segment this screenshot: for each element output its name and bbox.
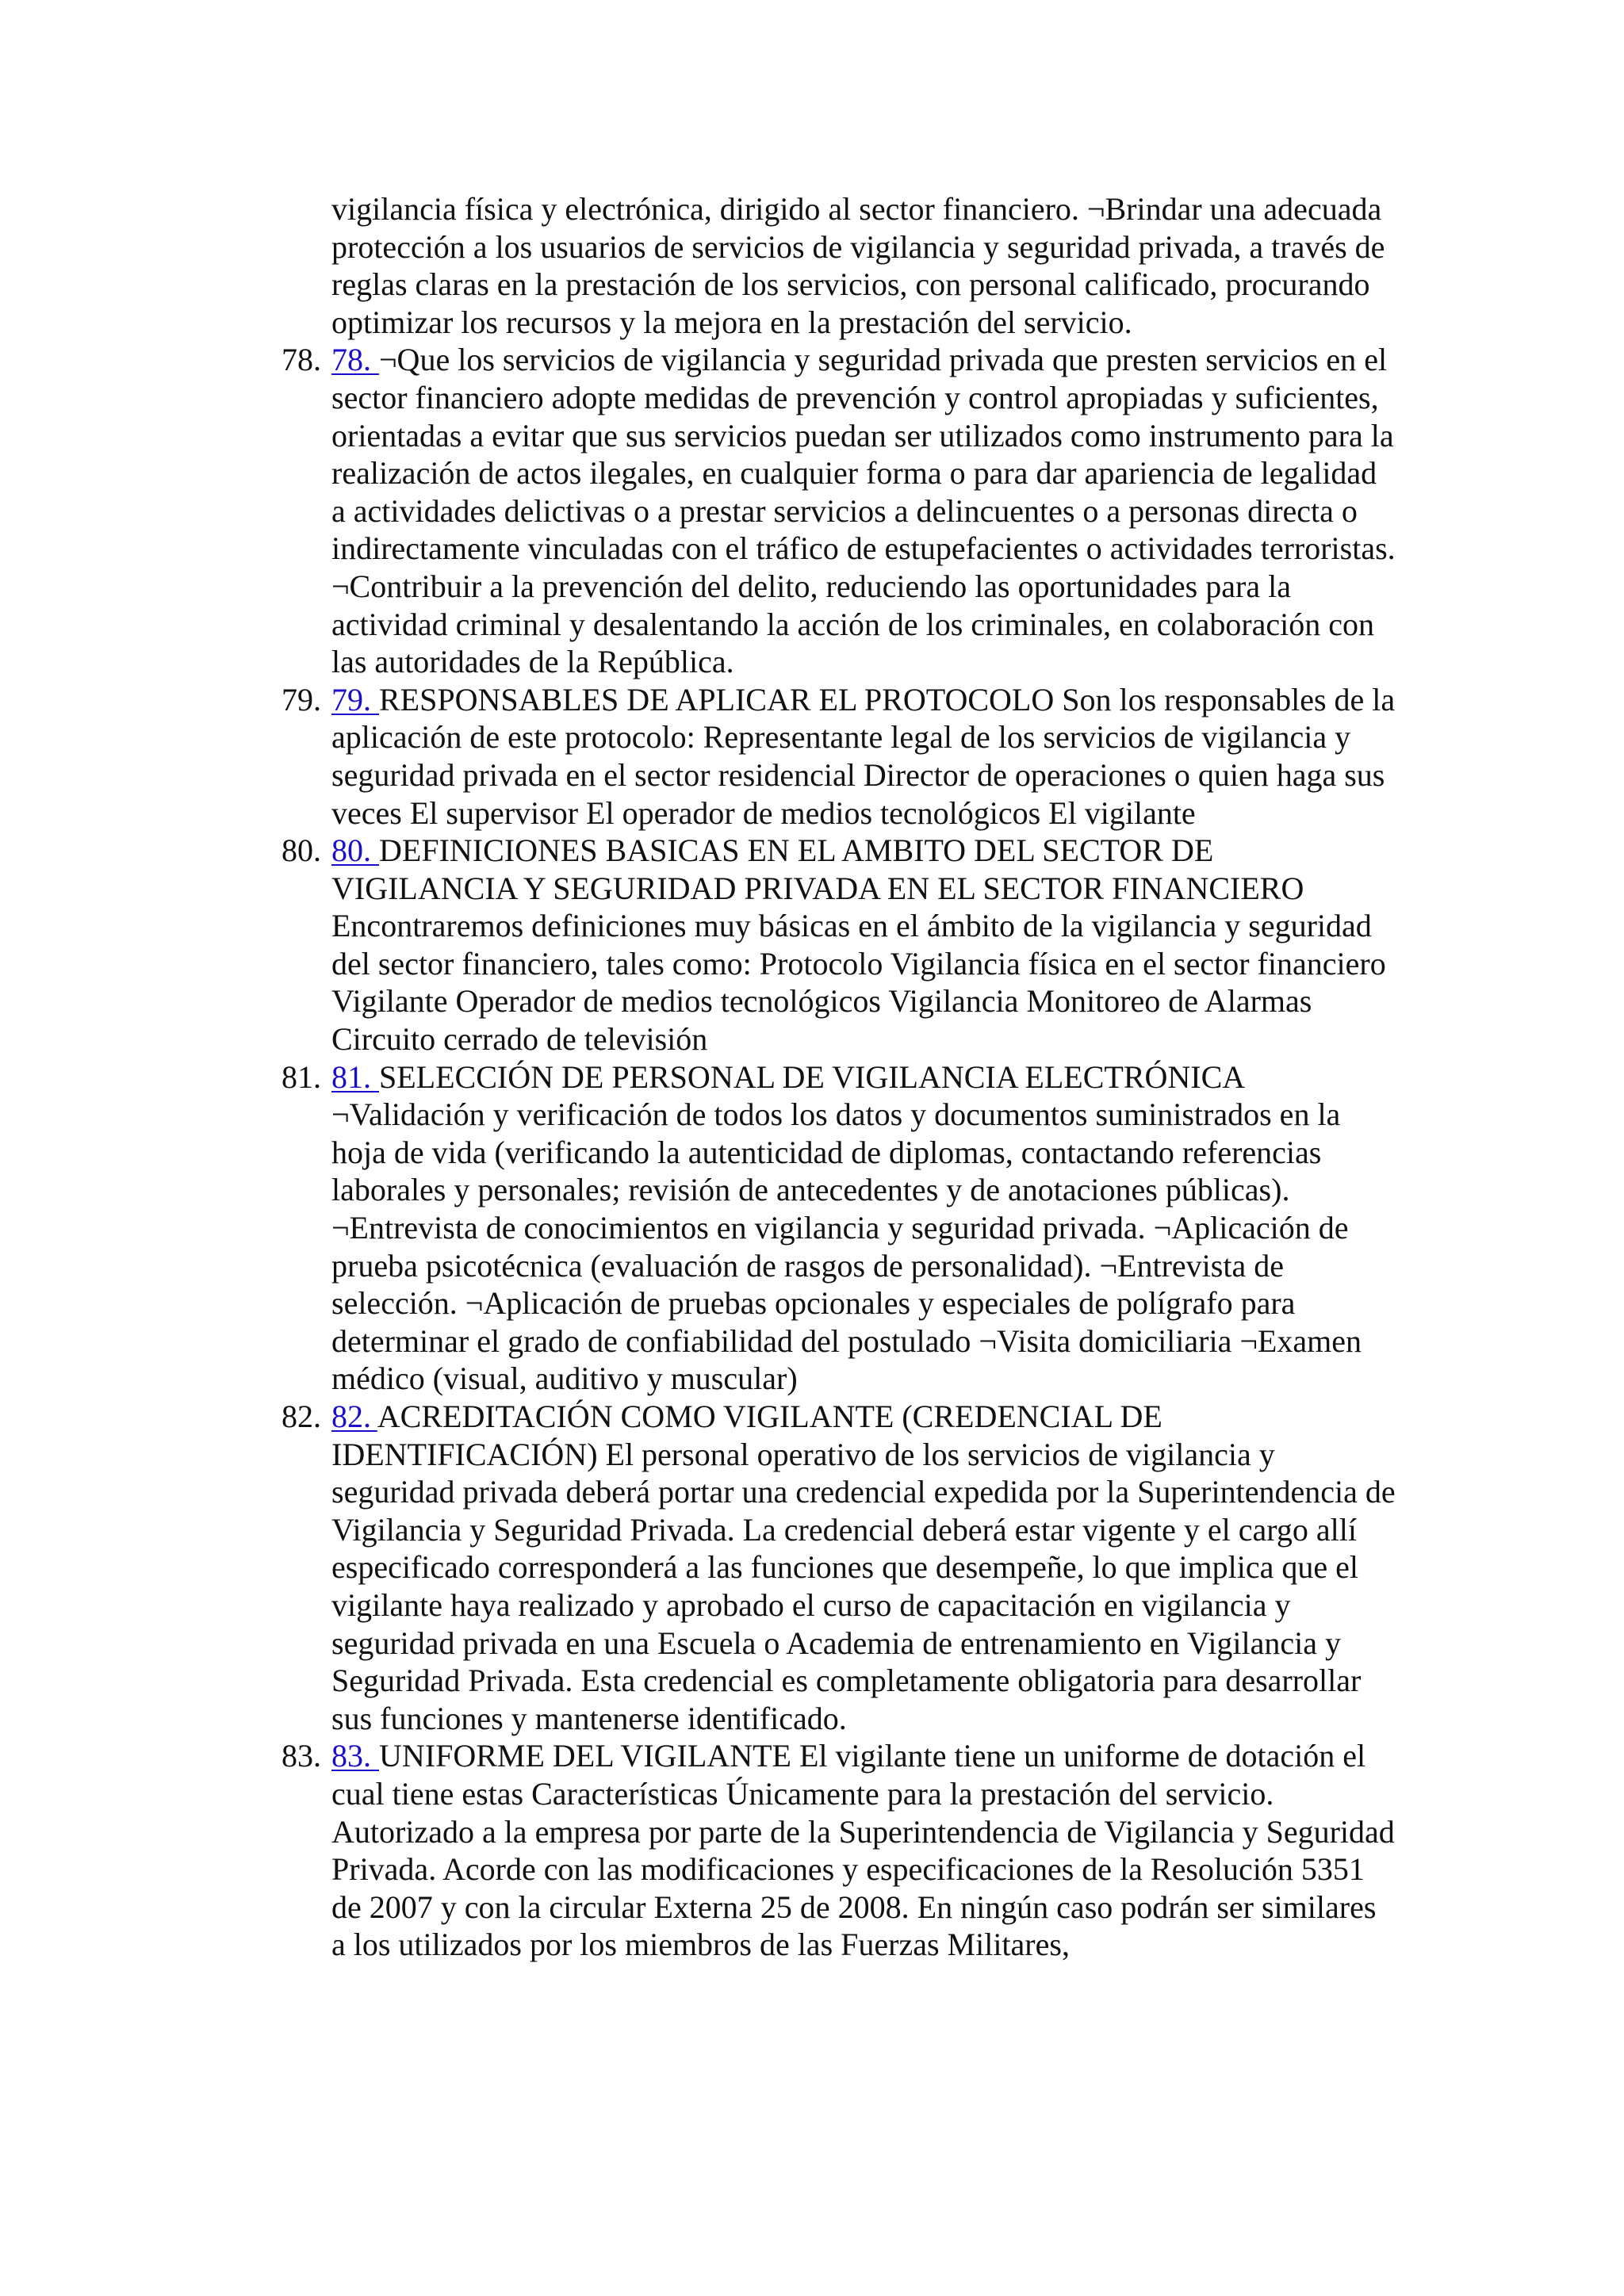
section-link-83[interactable]: 83.: [331, 1738, 379, 1774]
list-item-79: [282, 681, 1398, 832]
list-item-text: RESPONSABLES DE APLICAR EL PROTOCOLO Son los responsables de la aplicación de este protocolo: Representante legal de los servicios de vigilancia y seguridad privada en el sector residencial Director de operaciones o quien haga sus veces El supervisor El operador de medios tecnológicos El vigilante: [331, 681, 1396, 831]
section-link-78[interactable]: 78.: [331, 342, 379, 378]
list-item-text: UNIFORME DEL VIGILANTE El vigilante tiene un uniforme de dotación el cual tiene estas Características Únicamente para la prestación del servicio. Autorizado a la empresa por parte de la Superintendencia de Vigilancia y Seguridad Privada. Acorde con las modificaciones y especificaciones de la Resolución 5351 de 2007 y con la circular Externa 25 de 2008. En ningún caso podrán ser similares a los utilizados por los miembros de las Fuerzas Militares,: [331, 1738, 1395, 1963]
section-link-80[interactable]: 80.: [331, 832, 379, 869]
list-item-80: [282, 832, 1398, 1058]
list-item-number: 82.: [282, 1399, 321, 1434]
section-link-79[interactable]: 79.: [331, 681, 379, 718]
list-item-81: [282, 1058, 1398, 1398]
list-item-number: 79.: [282, 681, 321, 718]
list-item-number: 81.: [282, 1058, 321, 1095]
section-link-81[interactable]: 81.: [331, 1058, 379, 1095]
list-item-text: ACREDITACIÓN COMO VIGILANTE (CREDENCIAL DE IDENTIFICACIÓN) El personal operativo de los servicios de vigilancia y seguridad privada deberá portar una credencial expedida por la Superintendencia de Vigilancia y Seguridad Privada. La credencial deberá estar vigente y el cargo allí especificado corresponderá a las funciones que desempeñe, lo que implica que el vigilante haya realizado y aprobado el curso de capacitación en vigilancia y seguridad privada en una Escuela o Academia de entrenamiento en Vigilancia y Seguridad Privada. Esta credencial es completamente obligatoria para desarrollar sus funciones y mantenerse identificado.: [331, 1399, 1396, 1736]
section-link-82[interactable]: 82.: [331, 1399, 377, 1434]
document-content: [282, 190, 1398, 1964]
list-item-82: [282, 1398, 1398, 1737]
list-item-text: SELECCIÓN DE PERSONAL DE VIGILANCIA ELECTRÓNICA ¬Validación y verificación de todos los datos y documentos suministrados en la hoja de vida (verificando la autenticidad de diplomas, contactando referencias laborales y personales; revisión de antecedentes y de anotaciones públicas). ¬Entrevista de conocimientos en vigilancia y seguridad privada. ¬Aplicación de prueba psicotécnica (evaluación de rasgos de personalidad). ¬Entrevista de selección. ¬Aplicación de pruebas opcionales y especiales de polígrafo para determinar el grado de confiabilidad del postulado ¬Visita domiciliaria ¬Examen médico (visual, auditivo y muscular): [331, 1058, 1362, 1397]
list-item-number: 80.: [282, 832, 321, 869]
continuation-paragraph: vigilancia física y electrónica, dirigido al sector financiero. ¬Brindar una adecuada protección a los usuarios de servicios de vigilancia y seguridad privada, a través de reglas claras en la prestación de los servicios, con personal calificado, procurando optimizar los recursos y la mejora en la prestación del servicio.: [331, 191, 1385, 340]
list-item-number: 83.: [282, 1738, 321, 1774]
list-item-number: 78.: [282, 342, 321, 378]
list-item-text: DEFINICIONES BASICAS EN EL AMBITO DEL SECTOR DE VIGILANCIA Y SEGURIDAD PRIVADA EN EL SECTOR FINANCIERO Encontraremos definiciones muy básicas en el ámbito de la vigilancia y seguridad del sector financiero, tales como: Protocolo Vigilancia física en el sector financiero Vigilante Operador de medios tecnológicos Vigilancia Monitoreo de Alarmas Circuito cerrado de televisión: [331, 832, 1386, 1058]
list-item-text: ¬Que los servicios de vigilancia y seguridad privada que presten servicios en el sector financiero adopte medidas de prevención y control apropiadas y suficientes, orientadas a evitar que sus servicios puedan ser utilizados como instrumento para la realización de actos ilegales, en cualquier forma o para dar apariencia de legalidad a actividades delictivas o a prestar servicios a delincuentes o a personas directa o indirectamente vinculadas con el tráfico de estupefacientes o actividades terroristas. ¬Contribuir a la prevención del delito, reduciendo las oportunidades para la actividad criminal y desalentando la acción de los criminales, en colaboración con las autoridades de la República.: [331, 342, 1396, 680]
list-item-83: [282, 1737, 1398, 1964]
list-item-78: [282, 341, 1398, 680]
numbered-list: [282, 341, 1398, 1964]
